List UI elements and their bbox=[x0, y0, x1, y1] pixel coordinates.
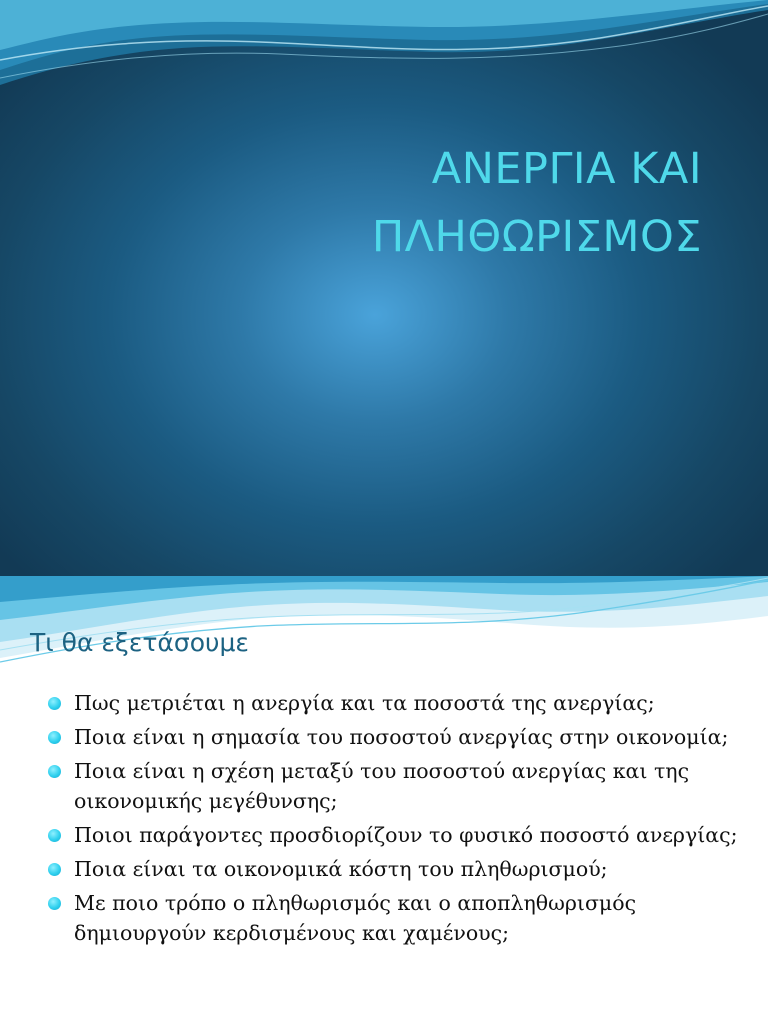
bullet-text: Ποια είναι η σημασία του ποσοστού ανεργίας στην οικονομία; bbox=[74, 725, 729, 749]
bullet-text: Με ποιο τρόπο ο πληθωρισμός και ο αποπληθωρισμός δημιουργούν κερδισμένους και χαμένους; bbox=[74, 891, 637, 945]
bullet-dot-icon bbox=[48, 897, 61, 910]
list-item bbox=[48, 756, 738, 816]
slide-title bbox=[142, 135, 702, 271]
agenda-slide bbox=[0, 576, 768, 1024]
slide-heading: Τι θα εξετάσουμε bbox=[30, 628, 249, 657]
list-item bbox=[48, 688, 738, 718]
bullet-dot-icon bbox=[48, 863, 61, 876]
bullet-dot-icon bbox=[48, 731, 61, 744]
list-item bbox=[48, 888, 738, 948]
bullet-text: Ποια είναι τα οικονομικά κόστη του πληθωρισμού; bbox=[74, 857, 608, 881]
bullet-text: Πως μετριέται η ανεργία και τα ποσοστά της ανεργίας; bbox=[74, 691, 655, 715]
list-item bbox=[48, 722, 738, 752]
bullet-text: Ποια είναι η σχέση μεταξύ του ποσοστού ανεργίας και της οικονομικής μεγέθυνσης; bbox=[74, 759, 690, 813]
title-line-2: ΠΛΗΘΩΡΙΣΜΟΣ bbox=[371, 212, 702, 262]
title-line-1: ΑΝΕΡΓΙΑ ΚΑΙ bbox=[431, 144, 702, 194]
bullet-list bbox=[48, 688, 738, 952]
list-item bbox=[48, 820, 738, 850]
bullet-text: Ποιοι παράγοντες προσδιορίζουν το φυσικό ποσοστό ανεργίας; bbox=[74, 823, 738, 847]
bullet-dot-icon bbox=[48, 697, 61, 710]
bullet-dot-icon bbox=[48, 829, 61, 842]
list-item bbox=[48, 854, 738, 884]
wave-decoration bbox=[0, 0, 768, 100]
bullet-dot-icon bbox=[48, 765, 61, 778]
